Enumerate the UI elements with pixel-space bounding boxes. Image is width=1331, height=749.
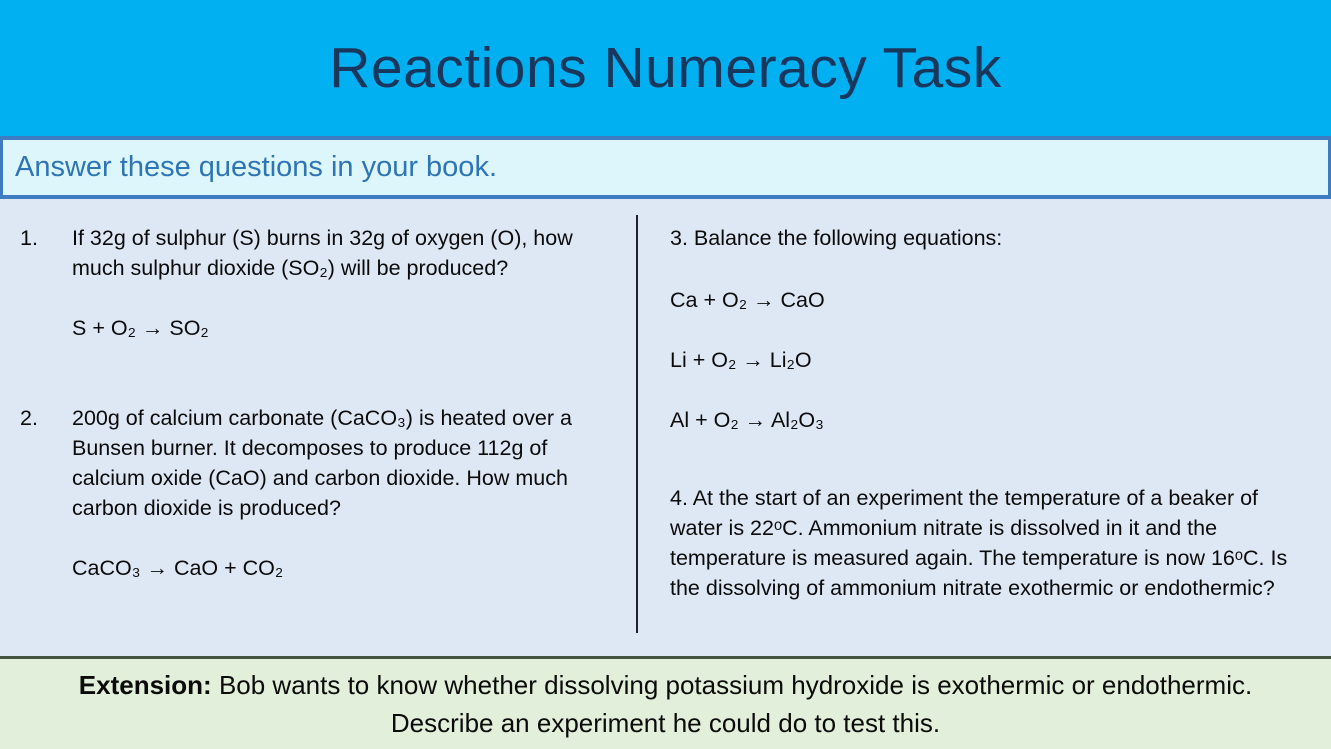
slide-header <box>0 0 1331 136</box>
reaction-arrow-icon: → <box>753 288 775 312</box>
question-3-heading: 3. Balance the following equations: <box>670 226 1003 250</box>
extension-text <box>41 666 1291 742</box>
reaction-arrow-icon: → <box>146 556 168 580</box>
left-column <box>20 223 620 583</box>
extension-body: Bob wants to know whether dissolving potassium hydroxide is exothermic or endothermic. Describe an experiment he could do to test this. <box>218 670 1253 738</box>
column-divider <box>636 215 638 633</box>
question-1 <box>20 223 620 283</box>
extension-label: Extension: <box>78 670 212 700</box>
questions-area <box>0 199 1331 656</box>
right-column <box>670 223 1295 603</box>
question-2-equation: CaCO₃ → CaO + CO₂ <box>72 556 284 580</box>
instruction-text: Answer these questions in your book. <box>15 151 497 183</box>
instruction-banner <box>0 136 1331 199</box>
reaction-arrow-icon: → <box>742 348 764 372</box>
question-1-text: If 32g of sulphur (S) burns in 32g of oxygen (O), how much sulphur dioxide (SO₂) will be produced? <box>72 226 573 280</box>
extension-section <box>0 656 1331 749</box>
question-3-equation-2: Li + O₂ → Li₂O <box>670 348 812 372</box>
question-3-equation-1: Ca + O₂ → CaO <box>670 288 825 312</box>
question-1-equation: S + O₂ → SO₂ <box>72 316 209 340</box>
question-2-number: 2. <box>20 406 38 430</box>
question-2 <box>20 403 620 523</box>
reaction-arrow-icon: → <box>141 316 164 340</box>
page-title: Reactions Numeracy Task <box>329 36 1002 100</box>
question-3-equation-3: Al + O₂ → Al₂O₃ <box>670 408 824 432</box>
question-4-text: 4. At the start of an experiment the temperature of a beaker of water is 22ᵒC. Ammonium nitrate is dissolved in it and the temperature is measured again. The temperature is now 16ᵒC. Is the dissolving of ammonium nitrate exothermic or endothermic? <box>670 486 1288 600</box>
question-1-number: 1. <box>20 226 38 250</box>
reaction-arrow-icon: → <box>744 408 767 432</box>
question-2-text: 200g of calcium carbonate (CaCO₃) is heated over a Bunsen burner. It decomposes to produce 112g of calcium oxide (CaO) and carbon dioxide. How much carbon dioxide is produced? <box>72 406 572 520</box>
